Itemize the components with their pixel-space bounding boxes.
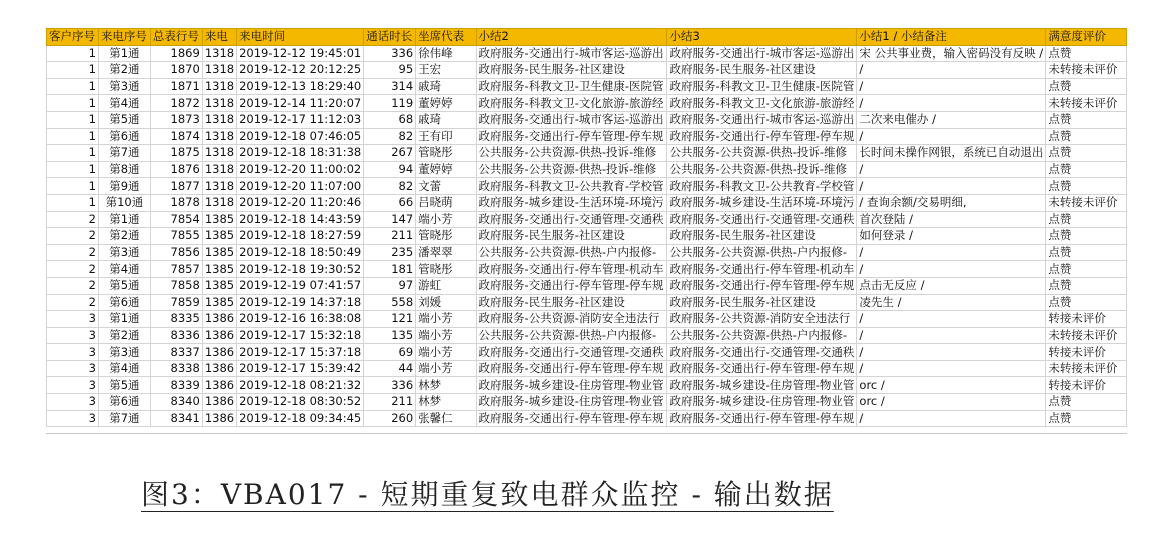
- table-row: [47, 261, 1127, 278]
- cell-satisfaction: 点赞: [1046, 228, 1127, 245]
- cell-summary2: 政府服务-交通出行-停车管理-机动车: [476, 261, 667, 278]
- cell-satisfaction: 点赞: [1046, 261, 1127, 278]
- cell-caller: 1386: [202, 327, 236, 344]
- cell-customer-seq: 1: [47, 194, 99, 211]
- cell-summary2: 政府服务-交通出行-城市客运-巡游出: [476, 111, 667, 128]
- cell-duration: 181: [364, 261, 416, 278]
- cell-call-seq: 第5通: [98, 111, 150, 128]
- cell-customer-seq: 1: [47, 128, 99, 145]
- cell-satisfaction: 点赞: [1046, 244, 1127, 261]
- cell-summary3: 政府服务-交通出行-停车管理-停车规: [667, 128, 857, 145]
- cell-customer-seq: 3: [47, 311, 99, 328]
- cell-duration: 94: [364, 161, 416, 178]
- cell-caller: 1386: [202, 377, 236, 394]
- cell-row-number: 1875: [150, 145, 202, 162]
- cell-summary1-note: /: [857, 360, 1046, 377]
- cell-row-number: 1876: [150, 161, 202, 178]
- cell-customer-seq: 1: [47, 145, 99, 162]
- cell-summary3: 政府服务-交通出行-城市客运-巡游出: [667, 111, 857, 128]
- header-duration: 通话时长: [364, 29, 416, 46]
- cell-caller: 1318: [202, 178, 236, 195]
- table-row: [47, 161, 1127, 178]
- cell-agent: 董婷婷: [416, 161, 476, 178]
- cell-row-number: 7857: [150, 261, 202, 278]
- cell-customer-seq: 2: [47, 244, 99, 261]
- cell-row-number: 1874: [150, 128, 202, 145]
- cell-duration: 97: [364, 277, 416, 294]
- cell-call-time: 2019-12-19 14:37:18: [237, 294, 364, 311]
- cell-agent: 管晓彤: [416, 145, 476, 162]
- cell-summary1-note: /: [857, 344, 1046, 361]
- cell-duration: 135: [364, 327, 416, 344]
- cell-row-number: 8336: [150, 327, 202, 344]
- header-agent: 坐席代表: [416, 29, 476, 46]
- cell-call-time: 2019-12-17 15:39:42: [237, 360, 364, 377]
- cell-agent: 端小芳: [416, 344, 476, 361]
- cell-summary3: 政府服务-民生服务-社区建设: [667, 62, 857, 79]
- cell-summary3: 政府服务-交通出行-交通管理-交通秩: [667, 211, 857, 228]
- cell-caller: 1385: [202, 294, 236, 311]
- table-body: [47, 45, 1127, 427]
- cell-summary2: 政府服务-交通出行-停车管理-停车规: [476, 410, 667, 427]
- cell-row-number: 8341: [150, 410, 202, 427]
- cell-duration: 558: [364, 294, 416, 311]
- cell-caller: 1318: [202, 78, 236, 95]
- cell-summary2: 政府服务-民生服务-社区建设: [476, 62, 667, 79]
- cell-satisfaction: 点赞: [1046, 78, 1127, 95]
- cell-row-number: 7854: [150, 211, 202, 228]
- cell-customer-seq: 1: [47, 45, 99, 62]
- cell-row-number: 1873: [150, 111, 202, 128]
- cell-customer-seq: 2: [47, 261, 99, 278]
- cell-summary3: 政府服务-交通出行-城市客运-巡游出: [667, 45, 857, 62]
- cell-summary2: 政府服务-民生服务-社区建设: [476, 228, 667, 245]
- cell-duration: 147: [364, 211, 416, 228]
- cell-summary1-note: / 查询余额/交易明细,: [857, 194, 1046, 211]
- cell-row-number: 8340: [150, 394, 202, 411]
- cell-summary3: 政府服务-民生服务-社区建设: [667, 294, 857, 311]
- cell-call-seq: 第5通: [98, 377, 150, 394]
- cell-summary3: 政府服务-科教文卫-公共教育-学校管: [667, 178, 857, 195]
- table-row: [47, 377, 1127, 394]
- cell-customer-seq: 1: [47, 178, 99, 195]
- call-monitor-table: [46, 28, 1127, 427]
- cell-agent: 吕晓萌: [416, 194, 476, 211]
- cell-summary2: 政府服务-交通出行-停车管理-停车规: [476, 360, 667, 377]
- cell-call-time: 2019-12-18 18:27:59: [237, 228, 364, 245]
- cell-satisfaction: 转接未评价: [1046, 311, 1127, 328]
- cell-summary3: 公共服务-公共资源-供热-户内报修-: [667, 244, 857, 261]
- cell-caller: 1386: [202, 311, 236, 328]
- cell-row-number: 1871: [150, 78, 202, 95]
- cell-summary1-note: /: [857, 62, 1046, 79]
- cell-summary2: 政府服务-交通出行-停车管理-停车规: [476, 128, 667, 145]
- cell-satisfaction: 点赞: [1046, 294, 1127, 311]
- cell-caller: 1386: [202, 360, 236, 377]
- cell-call-time: 2019-12-20 11:00:02: [237, 161, 364, 178]
- cell-summary1-note: /: [857, 410, 1046, 427]
- cell-customer-seq: 2: [47, 294, 99, 311]
- table-row: [47, 277, 1127, 294]
- cell-summary1-note: 点击无反应 /: [857, 277, 1046, 294]
- cell-customer-seq: 2: [47, 228, 99, 245]
- cell-caller: 1385: [202, 228, 236, 245]
- cell-summary1-note: /: [857, 128, 1046, 145]
- cell-satisfaction: 点赞: [1046, 211, 1127, 228]
- cell-satisfaction: 未转接未评价: [1046, 360, 1127, 377]
- cell-summary3: 公共服务-公共资源-供热-投诉-维修: [667, 161, 857, 178]
- cell-summary3: 政府服务-科教文卫-卫生健康-医院管: [667, 78, 857, 95]
- cell-caller: 1318: [202, 62, 236, 79]
- cell-call-time: 2019-12-18 19:30:52: [237, 261, 364, 278]
- cell-call-seq: 第8通: [98, 161, 150, 178]
- cell-summary1-note: 首次登陆 /: [857, 211, 1046, 228]
- table-row: [47, 111, 1127, 128]
- table-row: [47, 394, 1127, 411]
- cell-satisfaction: 点赞: [1046, 178, 1127, 195]
- cell-call-seq: 第2通: [98, 62, 150, 79]
- cell-call-time: 2019-12-18 18:31:38: [237, 145, 364, 162]
- cell-call-time: 2019-12-13 18:29:40: [237, 78, 364, 95]
- cell-duration: 68: [364, 111, 416, 128]
- cell-summary2: 政府服务-交通出行-城市客运-巡游出: [476, 45, 667, 62]
- cell-caller: 1385: [202, 277, 236, 294]
- cell-call-seq: 第1通: [98, 45, 150, 62]
- cell-summary1-note: /: [857, 311, 1046, 328]
- cell-duration: 69: [364, 344, 416, 361]
- cell-summary1-note: 凌先生 /: [857, 294, 1046, 311]
- cell-summary2: 政府服务-交通出行-交通管理-交通秩: [476, 344, 667, 361]
- table-row: [47, 62, 1127, 79]
- cell-summary1-note: /: [857, 178, 1046, 195]
- cell-summary1-note: 宋 公共事业费，输入密码没有反映 /: [857, 45, 1046, 62]
- cell-duration: 267: [364, 145, 416, 162]
- table-row: [47, 294, 1127, 311]
- cell-satisfaction: 点赞: [1046, 277, 1127, 294]
- table-row: [47, 327, 1127, 344]
- cell-summary1-note: 二次来电催办 /: [857, 111, 1046, 128]
- cell-summary1-note: 如何登录 /: [857, 228, 1046, 245]
- cell-agent: 文蕾: [416, 178, 476, 195]
- cell-call-time: 2019-12-16 16:38:08: [237, 311, 364, 328]
- cell-summary2: 政府服务-交通出行-停车管理-停车规: [476, 277, 667, 294]
- table-row: [47, 211, 1127, 228]
- header-call-seq: 来电序号: [98, 29, 150, 46]
- cell-agent: 端小芳: [416, 211, 476, 228]
- table-row: [47, 145, 1127, 162]
- cell-call-time: 2019-12-18 08:30:52: [237, 394, 364, 411]
- cell-customer-seq: 1: [47, 161, 99, 178]
- cell-customer-seq: 3: [47, 344, 99, 361]
- cell-call-seq: 第6通: [98, 294, 150, 311]
- cell-summary2: 政府服务-公共资源-消防安全违法行: [476, 311, 667, 328]
- header-row-number: 总表行号: [150, 29, 202, 46]
- cell-call-seq: 第3通: [98, 78, 150, 95]
- header-customer-seq: 客户序号: [47, 29, 99, 46]
- cell-summary1-note: /: [857, 261, 1046, 278]
- table-row: [47, 360, 1127, 377]
- cell-duration: 260: [364, 410, 416, 427]
- table-row: [47, 194, 1127, 211]
- table-row: [47, 410, 1127, 427]
- table-row: [47, 344, 1127, 361]
- cell-caller: 1318: [202, 194, 236, 211]
- cell-summary3: 公共服务-公共资源-供热-投诉-维修: [667, 145, 857, 162]
- cell-call-seq: 第10通: [98, 194, 150, 211]
- cell-summary3: 政府服务-交通出行-停车管理-停车规: [667, 277, 857, 294]
- cell-customer-seq: 3: [47, 394, 99, 411]
- table-row: [47, 128, 1127, 145]
- cell-call-seq: 第7通: [98, 410, 150, 427]
- cell-call-seq: 第4通: [98, 95, 150, 112]
- cell-caller: 1318: [202, 95, 236, 112]
- cell-summary3: 政府服务-民生服务-社区建设: [667, 228, 857, 245]
- cell-agent: 端小芳: [416, 360, 476, 377]
- cell-call-seq: 第5通: [98, 277, 150, 294]
- cell-satisfaction: 点赞: [1046, 410, 1127, 427]
- cell-call-time: 2019-12-19 07:41:57: [237, 277, 364, 294]
- cell-caller: 1385: [202, 211, 236, 228]
- cell-row-number: 7855: [150, 228, 202, 245]
- cell-row-number: 8337: [150, 344, 202, 361]
- cell-customer-seq: 1: [47, 78, 99, 95]
- cell-call-seq: 第3通: [98, 344, 150, 361]
- cell-duration: 336: [364, 377, 416, 394]
- cell-customer-seq: 1: [47, 95, 99, 112]
- cell-customer-seq: 3: [47, 410, 99, 427]
- cell-call-seq: 第1通: [98, 311, 150, 328]
- cell-duration: 121: [364, 311, 416, 328]
- cell-row-number: 7858: [150, 277, 202, 294]
- cell-call-seq: 第4通: [98, 261, 150, 278]
- cell-summary2: 公共服务-公共资源-供热-户内报修-: [476, 244, 667, 261]
- cell-summary2: 政府服务-科教文卫-卫生健康-医院管: [476, 78, 667, 95]
- cell-duration: 44: [364, 360, 416, 377]
- cell-agent: 管晓彤: [416, 228, 476, 245]
- header-call-time: 来电时间: [237, 29, 364, 46]
- cell-call-time: 2019-12-12 20:12:25: [237, 62, 364, 79]
- cell-agent: 潘翠翠: [416, 244, 476, 261]
- cell-agent: 管晓彤: [416, 261, 476, 278]
- cell-summary1-note: /: [857, 78, 1046, 95]
- table-row: [47, 228, 1127, 245]
- cell-duration: 82: [364, 178, 416, 195]
- cell-summary2: 政府服务-城乡建设-生活环境-环境污: [476, 194, 667, 211]
- cell-duration: 211: [364, 394, 416, 411]
- cell-call-time: 2019-12-14 11:20:07: [237, 95, 364, 112]
- cell-call-seq: 第1通: [98, 211, 150, 228]
- cell-duration: 95: [364, 62, 416, 79]
- cell-agent: 林梦: [416, 377, 476, 394]
- cell-caller: 1318: [202, 161, 236, 178]
- cell-summary2: 公共服务-公共资源-供热-投诉-维修: [476, 145, 667, 162]
- cell-call-seq: 第7通: [98, 145, 150, 162]
- cell-summary1-note: orc /: [857, 377, 1046, 394]
- cell-call-time: 2019-12-20 11:20:46: [237, 194, 364, 211]
- cell-agent: 董婷婷: [416, 95, 476, 112]
- cell-satisfaction: 转接未评价: [1046, 377, 1127, 394]
- header-satisfaction: 满意度评价: [1046, 29, 1127, 46]
- cell-call-seq: 第2通: [98, 228, 150, 245]
- cell-call-time: 2019-12-18 08:21:32: [237, 377, 364, 394]
- cell-row-number: 1877: [150, 178, 202, 195]
- cell-summary3: 政府服务-城乡建设-住房管理-物业管: [667, 394, 857, 411]
- cell-call-seq: 第6通: [98, 394, 150, 411]
- cell-row-number: 7859: [150, 294, 202, 311]
- cell-agent: 刘媛: [416, 294, 476, 311]
- cell-summary1-note: /: [857, 327, 1046, 344]
- table-row: [47, 311, 1127, 328]
- cell-satisfaction: 未转接未评价: [1046, 327, 1127, 344]
- cell-row-number: 1878: [150, 194, 202, 211]
- table-row: [47, 78, 1127, 95]
- header-summary1-note: 小结1 / 小结备注: [857, 29, 1046, 46]
- spreadsheet-output: [46, 28, 1127, 434]
- figure-caption: 图3：VBA017 - 短期重复致电群众监控 - 输出数据: [141, 478, 834, 511]
- cell-call-seq: 第9通: [98, 178, 150, 195]
- cell-customer-seq: 3: [47, 377, 99, 394]
- cell-summary2: 政府服务-科教文卫-文化旅游-旅游经: [476, 95, 667, 112]
- cell-caller: 1318: [202, 45, 236, 62]
- cell-call-time: 2019-12-18 07:46:05: [237, 128, 364, 145]
- cell-agent: 林梦: [416, 394, 476, 411]
- cell-row-number: 1870: [150, 62, 202, 79]
- cell-agent: 戚琦: [416, 78, 476, 95]
- cell-summary3: 政府服务-交通出行-停车管理-停车规: [667, 360, 857, 377]
- cell-satisfaction: 点赞: [1046, 111, 1127, 128]
- cell-caller: 1385: [202, 261, 236, 278]
- cell-satisfaction: 转接未评价: [1046, 344, 1127, 361]
- cell-call-time: 2019-12-20 11:07:00: [237, 178, 364, 195]
- cell-satisfaction: 点赞: [1046, 45, 1127, 62]
- cell-agent: 徐伟峰: [416, 45, 476, 62]
- cell-call-time: 2019-12-18 14:43:59: [237, 211, 364, 228]
- cell-agent: 王宏: [416, 62, 476, 79]
- cell-summary2: 公共服务-公共资源-供热-户内报修-: [476, 327, 667, 344]
- cell-duration: 66: [364, 194, 416, 211]
- cell-row-number: 1869: [150, 45, 202, 62]
- cell-caller: 1318: [202, 128, 236, 145]
- cell-summary1-note: 长时间未操作网银，系统已自动退出: [857, 145, 1046, 162]
- cell-satisfaction: 点赞: [1046, 161, 1127, 178]
- cell-duration: 336: [364, 45, 416, 62]
- cell-row-number: 8335: [150, 311, 202, 328]
- cell-summary1-note: /: [857, 95, 1046, 112]
- cell-call-time: 2019-12-17 15:32:18: [237, 327, 364, 344]
- cell-summary3: 政府服务-交通出行-停车管理-机动车: [667, 261, 857, 278]
- cell-summary3: 政府服务-城乡建设-住房管理-物业管: [667, 377, 857, 394]
- cell-call-time: 2019-12-12 19:45:01: [237, 45, 364, 62]
- cell-caller: 1386: [202, 394, 236, 411]
- header-row: [47, 29, 1127, 46]
- cell-row-number: 8339: [150, 377, 202, 394]
- cell-summary2: 政府服务-城乡建设-住房管理-物业管: [476, 394, 667, 411]
- cell-agent: 王有印: [416, 128, 476, 145]
- cell-satisfaction: 未转接未评价: [1046, 62, 1127, 79]
- cell-caller: 1318: [202, 145, 236, 162]
- cell-satisfaction: 点赞: [1046, 128, 1127, 145]
- cell-call-seq: 第6通: [98, 128, 150, 145]
- cell-satisfaction: 未转接未评价: [1046, 194, 1127, 211]
- cell-agent: 张馨仁: [416, 410, 476, 427]
- cell-summary3: 政府服务-城乡建设-生活环境-环境污: [667, 194, 857, 211]
- cell-customer-seq: 2: [47, 277, 99, 294]
- cell-agent: 端小芳: [416, 311, 476, 328]
- cell-summary3: 政府服务-交通出行-停车管理-停车规: [667, 410, 857, 427]
- cell-row-number: 1872: [150, 95, 202, 112]
- cell-summary3: 政府服务-科教文卫-文化旅游-旅游经: [667, 95, 857, 112]
- cell-summary3: 公共服务-公共资源-供热-户内报修-: [667, 327, 857, 344]
- cell-customer-seq: 3: [47, 360, 99, 377]
- header-summary3: 小结3: [667, 29, 857, 46]
- cell-summary1-note: /: [857, 161, 1046, 178]
- table-row: [47, 178, 1127, 195]
- cell-customer-seq: 3: [47, 327, 99, 344]
- header-caller: 来电: [202, 29, 236, 46]
- table-row: [47, 45, 1127, 62]
- cell-summary2: 政府服务-民生服务-社区建设: [476, 294, 667, 311]
- cell-duration: 211: [364, 228, 416, 245]
- cell-call-seq: 第4通: [98, 360, 150, 377]
- cell-call-time: 2019-12-17 15:37:18: [237, 344, 364, 361]
- cell-row-number: 8338: [150, 360, 202, 377]
- cell-agent: 端小芳: [416, 327, 476, 344]
- cell-customer-seq: 1: [47, 62, 99, 79]
- table-row: [47, 95, 1127, 112]
- cell-summary2: 政府服务-交通出行-交通管理-交通秩: [476, 211, 667, 228]
- cell-summary2: 公共服务-公共资源-供热-投诉-维修: [476, 161, 667, 178]
- cell-call-time: 2019-12-18 18:50:49: [237, 244, 364, 261]
- table-row: [47, 244, 1127, 261]
- header-summary2: 小结2: [476, 29, 667, 46]
- cell-caller: 1386: [202, 344, 236, 361]
- cell-summary1-note: /: [857, 244, 1046, 261]
- cell-satisfaction: 点赞: [1046, 145, 1127, 162]
- cell-duration: 82: [364, 128, 416, 145]
- cell-call-time: 2019-12-18 09:34:45: [237, 410, 364, 427]
- cell-duration: 314: [364, 78, 416, 95]
- cell-duration: 235: [364, 244, 416, 261]
- cell-agent: 戚琦: [416, 111, 476, 128]
- cell-summary2: 政府服务-城乡建设-住房管理-物业管: [476, 377, 667, 394]
- cell-caller: 1386: [202, 410, 236, 427]
- cell-call-seq: 第3通: [98, 244, 150, 261]
- cell-caller: 1318: [202, 111, 236, 128]
- cell-summary1-note: orc /: [857, 394, 1046, 411]
- cell-duration: 119: [364, 95, 416, 112]
- cell-caller: 1385: [202, 244, 236, 261]
- cell-customer-seq: 2: [47, 211, 99, 228]
- cell-summary3: 政府服务-公共资源-消防安全违法行: [667, 311, 857, 328]
- cell-call-seq: 第2通: [98, 327, 150, 344]
- cell-satisfaction: 点赞: [1046, 394, 1127, 411]
- cell-satisfaction: 未转接未评价: [1046, 95, 1127, 112]
- cell-agent: 游虹: [416, 277, 476, 294]
- cell-call-time: 2019-12-17 11:12:03: [237, 111, 364, 128]
- cell-summary2: 政府服务-科教文卫-公共教育-学校管: [476, 178, 667, 195]
- cell-row-number: 7856: [150, 244, 202, 261]
- cell-summary3: 政府服务-交通出行-交通管理-交通秩: [667, 344, 857, 361]
- cell-customer-seq: 1: [47, 111, 99, 128]
